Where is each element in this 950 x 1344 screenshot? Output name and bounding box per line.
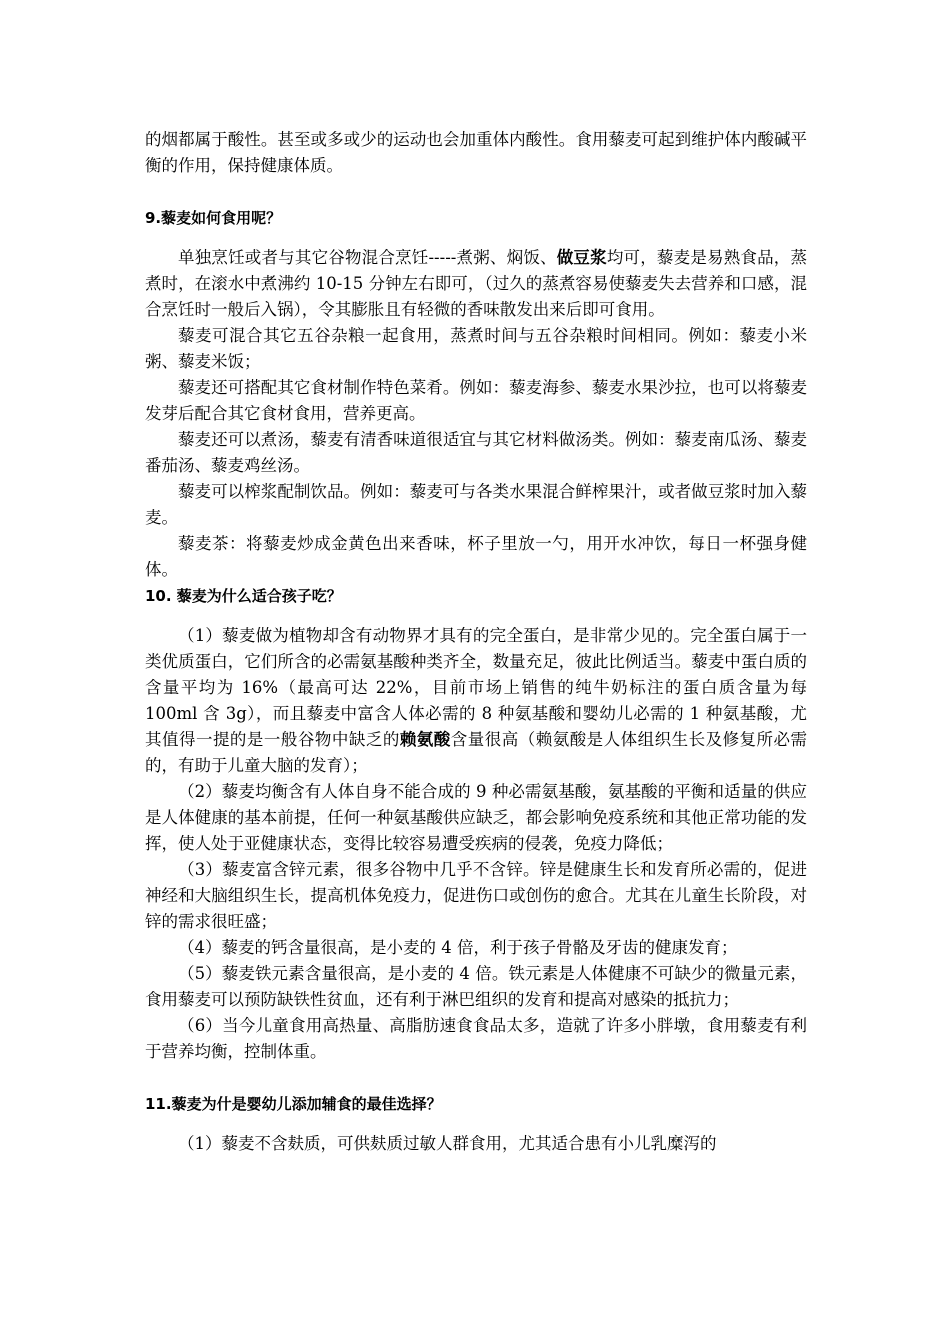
intro-paragraph: 的烟都属于酸性。甚至或多或少的运动也会加重体内酸性。食用藜麦可起到维护体内酸碱平衡的作用，保持健康体质。 [145,130,807,175]
section-10-paragraph-1 [145,623,807,779]
text-run: 单独烹饪或者与其它谷物混合烹饪-----煮粥、焖饭、 [178,248,557,267]
section-9-paragraph-2: 藜麦可混合其它五谷杂粮一起食用，蒸煮时间与五谷杂粮时间相同。例如：藜麦小米粥、藜麦米饭； [145,326,807,371]
section-10-paragraph-4: （4）藜麦的钙含量很高，是小麦的 4 倍，利于孩子骨骼及牙齿的健康发育； [178,938,738,957]
bold-term: 赖氨酸 [399,730,451,749]
section-10-paragraph-3: （3）藜麦富含锌元素，很多谷物中几乎不含锌。锌是健康生长和发育所必需的，促进神经和大脑组织生长，提高机体免疫力，促进伤口或创伤的愈合。尤其在儿童生长阶段，对锌的需求很旺盛； [145,860,807,931]
section-11-paragraph-1: （1）藜麦不含麸质，可供麸质过敏人群食用，尤其适合患有小儿乳糜泻的 [178,1134,717,1153]
text-run: 均可，藜麦是易熟食品，蒸煮时，在滚水中煮沸约 10-15 分钟左右即可，（过久的蒸煮容易使藜麦失去营养和口感，混合烹饪时一般后入锅），令其膨胀且有轻微的香味散发出来后即可食用。 [145,248,808,319]
text-run: （1）藜麦做为植物却含有动物界才具有的完全蛋白，是非常少见的。完全蛋白属于一类优质蛋白，它们所含的必需氨基酸种类齐全，数量充足，彼此比例适当。藜麦中蛋白质的含量平均为 16%（最高可达 22%，目前市场上销售的纯牛奶标注的蛋白质含量为每 100ml 含 3g），而且藜麦中富含人体必需的 8 种氨基酸和婴幼儿必需的 1 种氨基酸，尤其值得一提的是一般谷物中缺乏的 [145,626,807,749]
text-run: 含量很高（赖氨酸是人体组织生长及修复所必需的，有助于儿童大脑的发育）； [145,730,808,775]
section-9-paragraph-3: 藜麦还可搭配其它食材制作特色菜肴。例如：藜麦海参、藜麦水果沙拉，也可以将藜麦发芽后配合其它食材食用，营养更高。 [145,378,807,423]
section-10-paragraph-5: （5）藜麦铁元素含量很高，是小麦的 4 倍。铁元素是人体健康不可缺少的微量元素，食用藜麦可以预防缺铁性贫血，还有利于淋巴组织的发育和提高对感染的抵抗力； [145,964,807,1009]
section-10-paragraph-2: （2）藜麦均衡含有人体自身不能合成的 9 种必需氨基酸，氨基酸的平衡和适量的供应是人体健康的基本前提，任何一种氨基酸供应缺乏，都会影响免疫系统和其他正常功能的发挥，使人处于亚健康状态，变得比较容易遭受疾病的侵袭，免疫力降低； [145,782,807,853]
bold-term: 做豆浆 [556,248,607,267]
section-10-paragraph-6: （6）当今儿童食用高热量、高脂肪速食食品太多，造就了许多小胖墩，食用藜麦有利于营养均衡，控制体重。 [145,1016,807,1061]
document-page [145,127,807,1157]
section-9-paragraph-4: 藜麦还可以煮汤，藜麦有清香味道很适宜与其它材料做汤类。例如：藜麦南瓜汤、藜麦番茄汤、藜麦鸡丝汤。 [145,430,807,475]
section-9-paragraph-6: 藜麦茶：将藜麦炒成金黄色出来香味，杯子里放一勺，用开水冲饮，每日一杯强身健体。 [145,534,807,579]
section-11-heading: 11.藜麦为什是婴幼儿添加辅食的最佳选择？ [145,1095,442,1113]
section-9-paragraph-1 [145,245,807,323]
section-10-heading: 10. 藜麦为什么适合孩子吃？ [145,587,342,605]
section-9-heading: 9.藜麦如何食用呢？ [145,209,282,227]
section-9-paragraph-5: 藜麦可以榨浆配制饮品。例如：藜麦可与各类水果混合鲜榨果汁，或者做豆浆时加入藜麦。 [145,482,807,527]
